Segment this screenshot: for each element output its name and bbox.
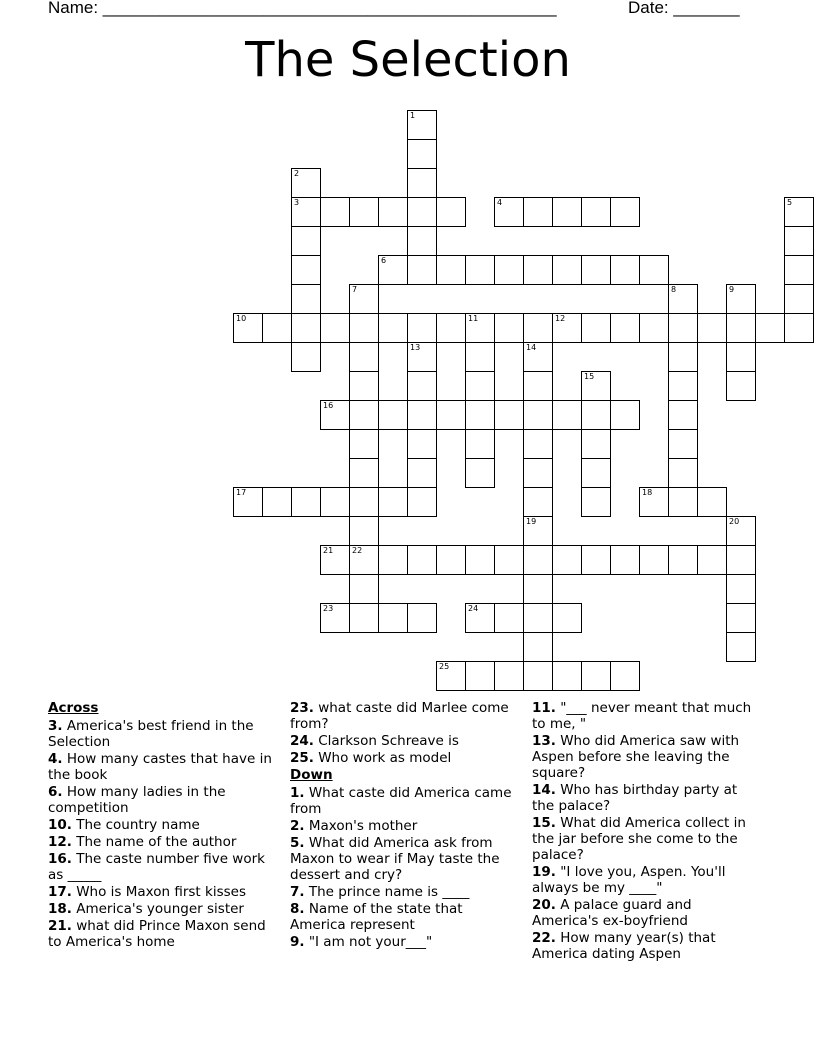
grid-cell[interactable]: [378, 545, 408, 575]
clue-num: 20.: [532, 897, 556, 913]
across-clue: [48, 834, 276, 850]
grid-cell[interactable]: [668, 545, 698, 575]
clue-column-2: [290, 700, 518, 951]
grid-cell[interactable]: [465, 545, 495, 575]
grid-cell[interactable]: [523, 371, 553, 401]
grid-cell[interactable]: [697, 487, 727, 517]
grid-cell[interactable]: [726, 516, 756, 546]
clue-number: 5: [787, 198, 793, 207]
clue-number: 1: [410, 111, 416, 120]
grid-cell[interactable]: [523, 255, 553, 285]
grid-cell[interactable]: [726, 574, 756, 604]
grid-cell[interactable]: [407, 226, 437, 256]
grid-cell[interactable]: [581, 197, 611, 227]
grid-cell[interactable]: [668, 400, 698, 430]
clue-number: 23: [323, 604, 334, 613]
clue-text: What caste did America came from: [290, 785, 512, 817]
clue-number: 2: [294, 169, 300, 178]
clue-num: 25.: [290, 750, 314, 766]
grid-cell[interactable]: [552, 255, 582, 285]
grid-cell[interactable]: [436, 197, 466, 227]
clue-number: 13: [410, 343, 421, 352]
clue-number: 19: [526, 517, 537, 526]
grid-cell[interactable]: [291, 197, 321, 227]
grid-cell[interactable]: [726, 371, 756, 401]
grid-cell[interactable]: [523, 603, 553, 633]
grid-cell[interactable]: [465, 458, 495, 488]
grid-cell[interactable]: [552, 197, 582, 227]
grid-cell[interactable]: [465, 429, 495, 459]
grid-cell[interactable]: [552, 400, 582, 430]
grid-cell[interactable]: [552, 603, 582, 633]
clue-text: How many year(s) that America dating Aspen: [532, 930, 716, 962]
clue-text: The country name: [71, 817, 200, 833]
down-clue: [532, 864, 762, 896]
grid-cell[interactable]: [639, 487, 669, 517]
grid-cell[interactable]: [523, 574, 553, 604]
grid-cell[interactable]: [349, 429, 379, 459]
grid-cell[interactable]: [610, 255, 640, 285]
clue-text: Who is Maxon first kisses: [71, 884, 246, 900]
grid-cell[interactable]: [726, 284, 756, 314]
grid-cell[interactable]: [552, 313, 582, 343]
grid-cell[interactable]: [784, 197, 814, 227]
clue-number: 11: [468, 314, 479, 323]
grid-cell[interactable]: [320, 400, 350, 430]
clue-text: what caste did Marlee come from?: [290, 700, 509, 732]
clue-text: "___ never meant that much to me, ": [532, 700, 752, 732]
clue-number: 21: [323, 546, 334, 555]
clue-number: 3: [294, 198, 300, 207]
grid-cell[interactable]: [784, 226, 814, 256]
grid-cell[interactable]: [523, 545, 553, 575]
clue-number: 10: [236, 314, 247, 323]
across-clue: [48, 817, 276, 833]
clue-text: The name of the author: [71, 834, 237, 850]
grid-cell[interactable]: [784, 255, 814, 285]
clue-num: 2.: [290, 818, 305, 834]
grid-cell[interactable]: [755, 313, 785, 343]
grid-cell[interactable]: [523, 197, 553, 227]
grid-cell[interactable]: [494, 197, 524, 227]
grid-cell[interactable]: [523, 458, 553, 488]
grid-cell[interactable]: [291, 487, 321, 517]
clue-num: 22.: [532, 930, 556, 946]
grid-cell[interactable]: [639, 255, 669, 285]
clue-text: "I love you, Aspen. You'll always be my ____": [532, 864, 726, 896]
clue-number: 16: [323, 401, 334, 410]
clue-number: 22: [352, 546, 363, 555]
clue-text: What did America collect in the jar before she come to the palace?: [532, 815, 746, 863]
across-clue: [290, 750, 518, 766]
down-clue: [290, 884, 518, 900]
clue-num: 21.: [48, 918, 72, 934]
clue-number: 15: [584, 372, 595, 381]
grid-cell[interactable]: [407, 458, 437, 488]
grid-cell[interactable]: [378, 603, 408, 633]
grid-cell[interactable]: [436, 255, 466, 285]
across-clue: [290, 733, 518, 749]
grid-cell[interactable]: [494, 661, 524, 691]
clue-num: 24.: [290, 733, 314, 749]
grid-cell[interactable]: [291, 284, 321, 314]
grid-cell[interactable]: [349, 313, 379, 343]
down-clue: [290, 785, 518, 817]
grid-cell[interactable]: [378, 487, 408, 517]
grid-cell[interactable]: [668, 371, 698, 401]
grid-cell[interactable]: [726, 313, 756, 343]
grid-cell[interactable]: [320, 313, 350, 343]
clue-num: 12.: [48, 834, 72, 850]
down-clue: [532, 930, 762, 962]
across-clue: [48, 851, 276, 883]
down-clue: [290, 835, 518, 883]
clue-num: 13.: [532, 733, 556, 749]
clue-text: Who work as model: [313, 750, 452, 766]
grid-cell[interactable]: [610, 197, 640, 227]
across-clue: [48, 884, 276, 900]
grid-cell[interactable]: [349, 545, 379, 575]
clue-num: 5.: [290, 835, 305, 851]
date-field-label: Date: _______: [628, 0, 740, 17]
clue-number: 9: [729, 285, 735, 294]
clue-num: 14.: [532, 782, 556, 798]
clue-text: How many castes that have in the book: [48, 751, 272, 783]
down-clue: [532, 815, 762, 863]
grid-cell[interactable]: [784, 284, 814, 314]
down-clue: [290, 934, 518, 950]
grid-cell[interactable]: [349, 516, 379, 546]
grid-cell[interactable]: [407, 139, 437, 169]
grid-cell[interactable]: [523, 661, 553, 691]
clue-num: 6.: [48, 784, 63, 800]
across-clue: [48, 718, 276, 750]
grid-cell[interactable]: [552, 545, 582, 575]
grid-cell[interactable]: [407, 255, 437, 285]
grid-cell[interactable]: [407, 545, 437, 575]
clue-num: 7.: [290, 884, 305, 900]
down-clue: [290, 901, 518, 933]
grid-cell[interactable]: [523, 400, 553, 430]
grid-cell[interactable]: [494, 313, 524, 343]
clue-text: Name of the state that America represent: [290, 901, 463, 933]
grid-cell[interactable]: [668, 342, 698, 372]
grid-cell[interactable]: [668, 458, 698, 488]
grid-cell[interactable]: [697, 545, 727, 575]
clue-num: 1.: [290, 785, 305, 801]
clue-column-3: [532, 700, 762, 963]
clue-num: 3.: [48, 718, 63, 734]
grid-cell[interactable]: [320, 487, 350, 517]
grid-cell[interactable]: [407, 342, 437, 372]
clue-num: 19.: [532, 864, 556, 880]
clue-number: 25: [439, 662, 450, 671]
clue-text: America's younger sister: [71, 901, 244, 917]
grid-cell[interactable]: [523, 487, 553, 517]
clue-text: Maxon's mother: [304, 818, 418, 834]
grid-cell[interactable]: [610, 400, 640, 430]
grid-cell[interactable]: [581, 545, 611, 575]
clue-num: 8.: [290, 901, 305, 917]
grid-cell[interactable]: [436, 400, 466, 430]
grid-cell[interactable]: [494, 545, 524, 575]
grid-cell[interactable]: [436, 661, 466, 691]
clue-text: Who did America saw with Aspen before she leaving the square?: [532, 733, 740, 781]
puzzle-title: The Selection: [245, 32, 571, 88]
grid-cell[interactable]: [726, 632, 756, 662]
grid-cell[interactable]: [407, 487, 437, 517]
grid-cell[interactable]: [291, 226, 321, 256]
grid-cell[interactable]: [320, 545, 350, 575]
grid-cell[interactable]: [291, 168, 321, 198]
clue-text: "I am not your___": [304, 934, 433, 950]
clue-text: How many ladies in the competition: [48, 784, 226, 816]
clue-number: 14: [526, 343, 537, 352]
grid-cell[interactable]: [465, 661, 495, 691]
grid-cell[interactable]: [523, 632, 553, 662]
grid-cell[interactable]: [320, 197, 350, 227]
down-clue: [532, 782, 762, 814]
down-clue: [290, 818, 518, 834]
grid-cell[interactable]: [378, 400, 408, 430]
grid-cell[interactable]: [465, 371, 495, 401]
grid-cell[interactable]: [465, 255, 495, 285]
name-field-label: Name: ________________________________________________: [48, 0, 557, 17]
grid-cell[interactable]: [668, 313, 698, 343]
clue-number: 17: [236, 488, 247, 497]
grid-cell[interactable]: [349, 371, 379, 401]
down-clue: [532, 700, 762, 732]
grid-cell[interactable]: [465, 603, 495, 633]
grid-cell[interactable]: [349, 487, 379, 517]
clue-number: 12: [555, 314, 566, 323]
clue-number: 24: [468, 604, 479, 613]
clue-text: The prince name is ____: [304, 884, 470, 900]
grid-cell[interactable]: [523, 516, 553, 546]
down-clue: [532, 897, 762, 929]
grid-cell[interactable]: [349, 284, 379, 314]
grid-cell[interactable]: [784, 313, 814, 343]
grid-cell[interactable]: [262, 313, 292, 343]
clue-number: 8: [671, 285, 677, 294]
grid-cell[interactable]: [726, 603, 756, 633]
grid-cell[interactable]: [407, 400, 437, 430]
clue-num: 16.: [48, 851, 72, 867]
clue-num: 9.: [290, 934, 305, 950]
grid-cell[interactable]: [581, 400, 611, 430]
grid-cell[interactable]: [407, 197, 437, 227]
grid-cell[interactable]: [407, 429, 437, 459]
grid-cell[interactable]: [465, 342, 495, 372]
grid-cell[interactable]: [639, 313, 669, 343]
clue-text: What did America ask from Maxon to wear if May taste the dessert and cry?: [290, 835, 500, 883]
grid-cell[interactable]: [523, 313, 553, 343]
grid-cell[interactable]: [581, 371, 611, 401]
grid-cell[interactable]: [349, 458, 379, 488]
clue-num: 11.: [532, 700, 556, 716]
grid-cell[interactable]: [610, 661, 640, 691]
grid-cell[interactable]: [581, 661, 611, 691]
grid-cell[interactable]: [465, 400, 495, 430]
clue-text: Who has birthday party at the palace?: [532, 782, 738, 814]
clue-num: 23.: [290, 700, 314, 716]
grid-cell[interactable]: [668, 429, 698, 459]
clue-num: 10.: [48, 817, 72, 833]
grid-cell[interactable]: [552, 661, 582, 691]
grid-cell[interactable]: [581, 255, 611, 285]
clue-text: Clarkson Schreave is: [313, 733, 459, 749]
grid-cell[interactable]: [494, 400, 524, 430]
grid-cell[interactable]: [610, 313, 640, 343]
grid-cell[interactable]: [407, 110, 437, 140]
grid-cell[interactable]: [291, 313, 321, 343]
grid-cell[interactable]: [436, 545, 466, 575]
across-clue: [48, 901, 276, 917]
grid-cell[interactable]: [581, 487, 611, 517]
clue-text: America's best friend in the Selection: [48, 718, 254, 750]
grid-cell[interactable]: [407, 168, 437, 198]
grid-cell[interactable]: [697, 313, 727, 343]
grid-cell[interactable]: [262, 487, 292, 517]
grid-cell[interactable]: [407, 371, 437, 401]
across-heading: Across: [48, 700, 99, 716]
grid-cell[interactable]: [581, 458, 611, 488]
clue-num: 15.: [532, 815, 556, 831]
clue-num: 18.: [48, 901, 72, 917]
clue-text: what did Prince Maxon send to America's home: [48, 918, 266, 950]
grid-cell[interactable]: [378, 313, 408, 343]
clue-number: 18: [642, 488, 653, 497]
across-clue: [290, 700, 518, 732]
grid-cell[interactable]: [581, 429, 611, 459]
grid-cell[interactable]: [726, 342, 756, 372]
grid-cell[interactable]: [610, 545, 640, 575]
grid-cell[interactable]: [523, 429, 553, 459]
grid-cell[interactable]: [291, 255, 321, 285]
clue-number: 6: [381, 256, 387, 265]
grid-cell[interactable]: [494, 255, 524, 285]
grid-cell[interactable]: [668, 487, 698, 517]
grid-cell[interactable]: [407, 603, 437, 633]
grid-cell[interactable]: [233, 487, 263, 517]
across-clue: [48, 784, 276, 816]
grid-cell[interactable]: [349, 400, 379, 430]
grid-cell[interactable]: [581, 313, 611, 343]
clue-number: 4: [497, 198, 503, 207]
down-clue: [532, 733, 762, 781]
clue-column-1: [48, 700, 276, 951]
clue-number: 7: [352, 285, 358, 294]
across-clue: [48, 751, 276, 783]
clue-num: 4.: [48, 751, 63, 767]
clue-text: The caste number five work as _____: [48, 851, 265, 883]
grid-cell[interactable]: [726, 545, 756, 575]
grid-cell[interactable]: [407, 313, 437, 343]
grid-cell[interactable]: [378, 197, 408, 227]
clue-num: 17.: [48, 884, 72, 900]
grid-cell[interactable]: [465, 313, 495, 343]
grid-cell[interactable]: [668, 284, 698, 314]
grid-cell[interactable]: [349, 342, 379, 372]
grid-cell[interactable]: [378, 255, 408, 285]
grid-cell[interactable]: [523, 342, 553, 372]
grid-cell[interactable]: [349, 574, 379, 604]
grid-cell[interactable]: [233, 313, 263, 343]
grid-cell[interactable]: [349, 197, 379, 227]
grid-cell[interactable]: [639, 545, 669, 575]
down-heading: Down: [290, 767, 333, 783]
grid-cell[interactable]: [291, 342, 321, 372]
clue-number: 20: [729, 517, 740, 526]
grid-cell[interactable]: [494, 603, 524, 633]
grid-cell[interactable]: [320, 603, 350, 633]
across-clue: [48, 918, 276, 950]
clue-text: A palace guard and America's ex-boyfriend: [532, 897, 692, 929]
grid-cell[interactable]: [349, 603, 379, 633]
grid-cell[interactable]: [436, 313, 466, 343]
